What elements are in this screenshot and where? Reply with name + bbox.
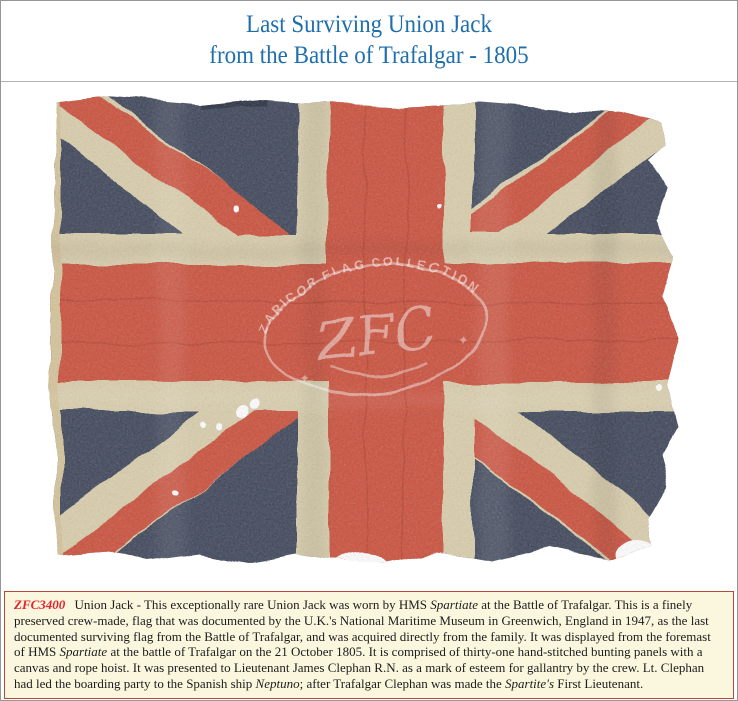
photo-area	[1, 82, 737, 591]
caption-text	[14, 597, 724, 692]
caption-segment: Spartite's	[505, 675, 555, 691]
caption-segment: ; after Trafalgar Clephan was made the	[299, 675, 506, 691]
caption-segment: Spartiate	[430, 597, 478, 612]
caption-segment: at the Battle of Trafalgar. This is a finely preserved crew-made, flag that was documented by the U.K.'s National Maritime Museum in Greenwich, England in 1947, as the last documented surviving flag from the Battle of Trafalgar, and was acquired directly from the family. It was displayed from the foremast of HMS	[14, 597, 711, 660]
caption-segment: at the battle of Trafalgar on the 21 October 1805. It is comprised of thirty-one hand-stitched bunting panels with a canvas and rope hoist. It was presented to Lieutenant James Clephan R.N. as a mark of esteem for gallantry by the crew. Lt. Clephan had led the boarding party to the Spanish ship	[14, 644, 705, 691]
caption-segment: Spartiate	[59, 644, 108, 660]
page-title-line-2: from the Battle of Trafalgar - 1805	[209, 42, 529, 69]
caption-box	[4, 591, 734, 699]
caption-segment: Neptuno	[255, 675, 300, 691]
flag-fabric-texture	[48, 92, 690, 580]
flag-photo	[48, 92, 690, 580]
caption-segment: First Lieutenant.	[554, 675, 644, 691]
caption-segment: Union Jack - This exceptionally rare Union Jack was worn by HMS	[71, 597, 431, 612]
page-title-line-1: Last Surviving Union Jack	[246, 11, 492, 38]
caption-segment: ZFC3400	[14, 597, 66, 612]
page-header	[1, 1, 737, 82]
